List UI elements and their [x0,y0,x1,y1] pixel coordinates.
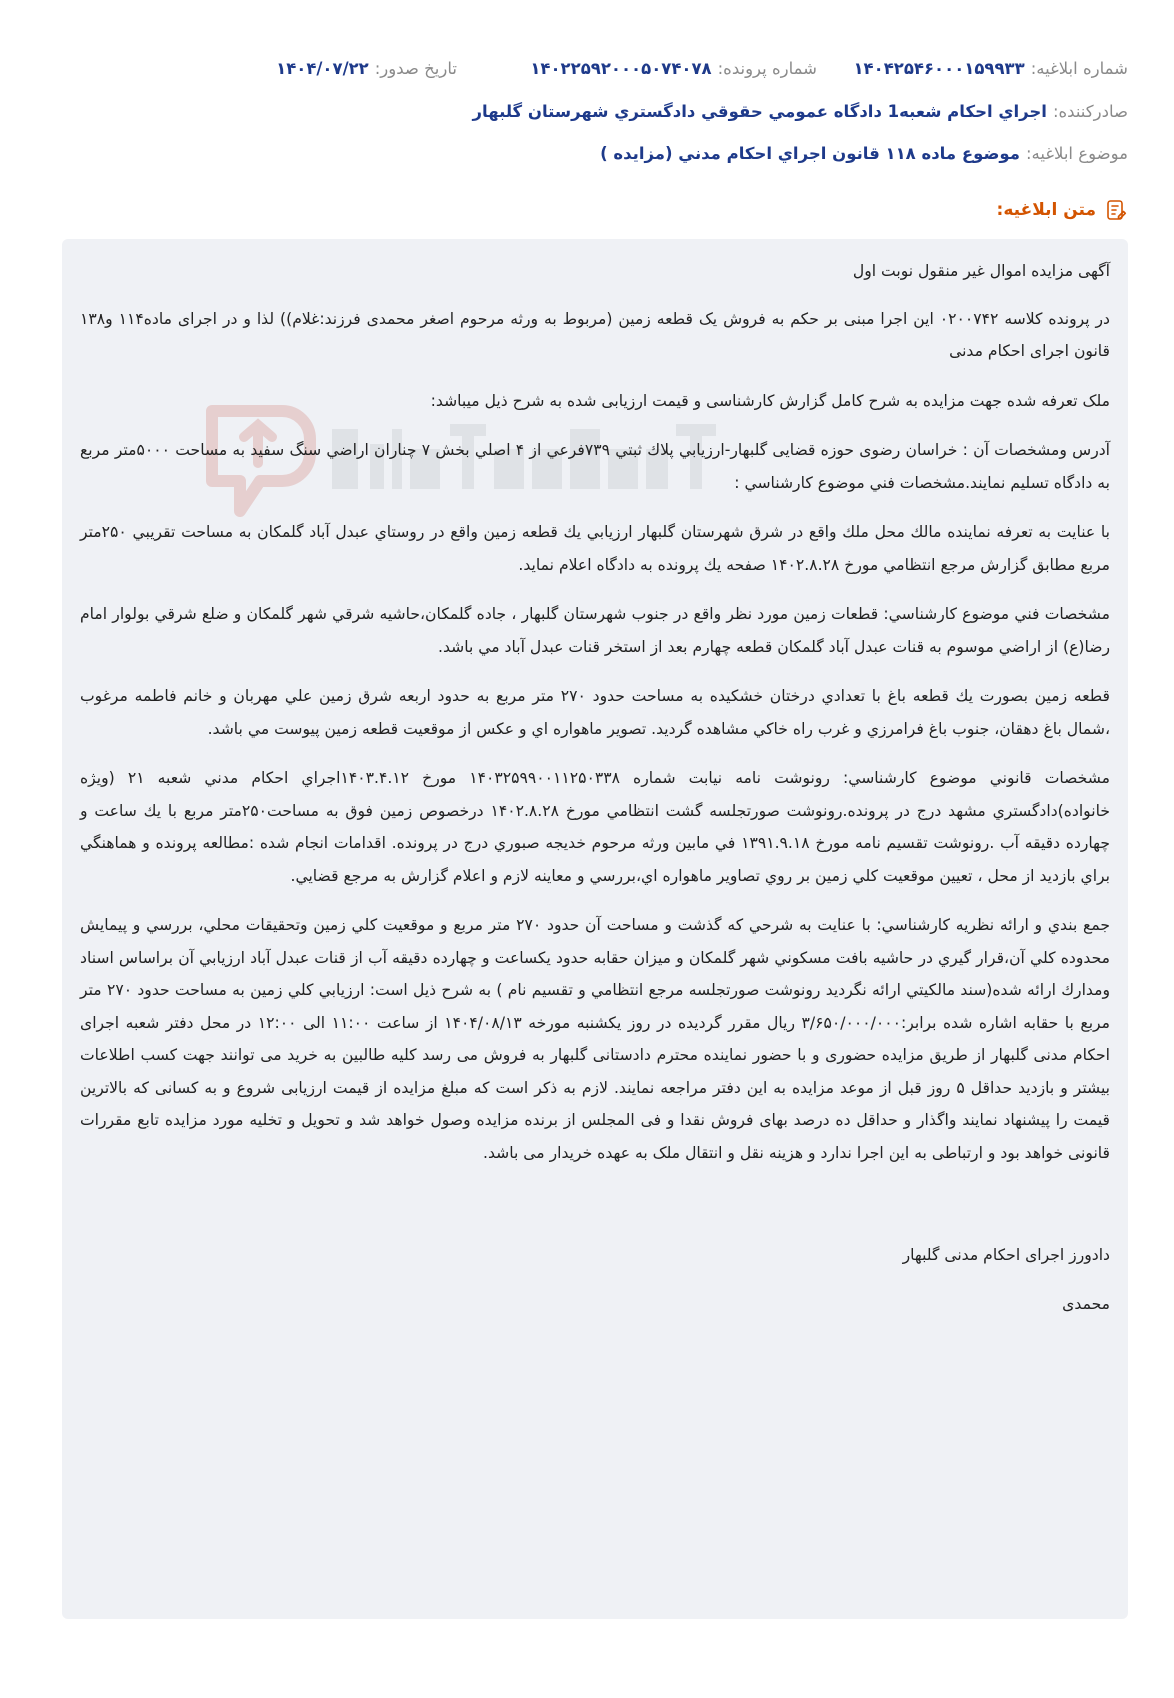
signature-name: محمدی [1062,1295,1110,1313]
notice-body-card [62,239,1128,1619]
case-number [527,59,817,78]
issue-date-value: ۱۴۰۴/۰۷/۲۲ [276,58,369,78]
subject-value: موضوع ماده ۱۱۸ قانون اجراي احكام مدني (مزايده ) [600,143,1020,163]
notice-text-heading-label: متن ابلاغيه: [996,200,1096,220]
header-row-issuer [46,97,1128,125]
issue-date [276,59,457,78]
document-edit-icon [1104,198,1128,222]
notice-number-label: شماره ابلاغيه: [1030,58,1128,78]
issuer-value: اجراي احكام شعبه1 دادگاه عمومي حقوقي دادگستري شهرستان گلبهار [472,101,1047,121]
case-number-value: ۱۴۰۲۲۵۹۲۰۰۰۵۰۷۴۰۷۸ [530,58,712,78]
notice-paragraph-6: مشخصات فني موضوع كارشناسي: قطعات زمين مورد نظر واقع در جنوب شهرستان گلبهار ، جاده گلمكان،حاشيه شرقي شهر گلمكان و ضلع شرقي بولوار امام رضا(ع) از اراضي موسوم به قنات عبدل آباد گلمكان قطعه چهارم بعد از استخر قنات عبدل آباد مي باشد. [80,605,1110,656]
signature-title: دادورز اجرای احکام مدنی گلبهار [902,1246,1110,1264]
notice-number [853,58,1128,78]
notice-paragraph-8: مشخصات قانوني موضوع كارشناسي: رونوشت نامه نيابت شماره ۱۴۰۳۲۵۹۹۰۰۱۱۲۵۰۳۳۸ مورخ ۱۴۰۳.۴.۱۲اجراي احكام مدني شعبه ۲۱ (ويژه خانواده)دادگستري مشهد درج در پرونده.رونوشت صورتجلسه گشت انتظامي مورخ ۱۴۰۲.۸.۲۸ درخصوص زمين فوق به مساحت۲۵۰متر مربع با يك ساعت و چهارده دقيقه آب .رونوشت تقسيم نامه مورخ ۱۳۹۱.۹.۱۸ في مابين ورثه مرحوم خديجه صبوري درج در پرونده. اقدامات انجام شده :مطالعه پرونده و هماهنگي براي بازديد از محل ، تعيين موقعيت كلي زمين بر روي تصاوير ماهواره اي،بررسي و معاينه لازم و اعلام گزارش به مرجع قضايي. [80,769,1111,885]
notice-paragraph-1: آگهی مزایده اموال غیر منقول نوبت اول [852,262,1110,280]
notice-paragraph-4: آدرس ومشخصات آن : خراسان رضوی حوزه قضایی گلبهار-ارزيابي پلاك ثبتي ۷۳۹فرعي از ۴ اصلي بخش ۷ چناران اراضي سنگ سفيد به مساحت ۵۰۰۰متر مربع به دادگاه تسليم نمايند.مشخصات فني موضوع كارشناسي : [80,441,1111,492]
header-row-subject [46,139,1128,167]
notice-paragraph-9: جمع بندي و ارائه نظريه كارشناسي: با عنايت به شرحي كه گذشت و مساحت آن حدود ۲۷۰ متر مربع و موقعيت كلي زمين وتحقيقات محلي، بررسي و پيمايش محدوده كلي آن،قرار گيري در حاشيه بافت مسكوني شهر گلمكان و ميزان حقابه حدود يكساعت و چهارده دقيقه آب از قنات عبدل آباد ارزيابي آن براساس اسناد ومدارك ارائه شده(سند مالكيتي ارائه نگرديد رونوشت صورتجلسه مرجع انتظامي و تقسيم نام ) به شرح ذيل است: ارزيابي كلي زمين به مساحت حدود ۲۷۰ متر مربع با حقابه اشاره شده برابر:۳/۶۵۰/۰۰۰/۰۰۰ ريال مقرر گرديده در روز یکشنبه مورخه ۱۴۰۴/۰۸/۱۳ از ساعت ۱۱:۰۰ الی ۱۲:۰۰ در محل دفتر شعبه اجرای احکام مدنی گلبهار از طریق مزایده حضوری و با حضور نماینده محترم دادستانی گلبهار به فروش می رسد کلیه طالبین به خرید می توانند جهت کسب اطلاعات بیشتر و بازدید حداقل ۵ روز قبل از موعد مزایده به این دفتر مراجعه نمایند. لازم به ذکر است که مبلغ مزایده از قیمت ارزیابی شروع و به کسانی که بالاترین قیمت را پیشنهاد نمایند واگذار و حداقل ده درصد بهای فروش نقدا و فی المجلس از برنده مزایده وصول خواهد شد و تحویل و تخلیه مورد مزایده تابع مقررات قانونی خواهد بود و ارتباطی به این اجرا ندارد و هزینه نقل و انتقال ملک به عهده خریدار می باشد. [80,916,1111,1162]
notice-paragraph-3: ملک تعرفه شده جهت مزایده به شرح کامل گزارش کارشناسی و قیمت ارزیابی شده به شرح ذیل میباشد: [430,391,1110,410]
subject-label: موضوع ابلاغيه: [1025,143,1128,163]
header-row-numbers [46,54,1128,82]
notice-text-heading [997,198,1128,222]
notice-paragraph-7: قطعه زمين بصورت يك قطعه باغ با تعدادي درختان خشكيده به مساحت حدود ۲۷۰ متر مربع به حدود اربعه شرق زمين علي مهربان و خانم فاطمه مرغوب ،شمال باغ دهقان، جنوب باغ فرامرزي و غرب راه خاكي مشاهده گرديد. تصوير ماهواره اي و عكس از موقعيت قطعه زمين پيوست مي باشد. [80,687,1110,738]
notice-paragraph-2: در پرونده کلاسه ۰۲۰۰۷۴۲ این اجرا مبنی بر حکم به فروش یک قطعه زمین (مربوط به ورثه مرحوم اصغر محمدی فرزند:غلام)) لذا و در اجرای ماده۱۱۴ و۱۳۸ قانون اجرای احکام مدنی [80,309,1110,360]
issuer-label: صادرکننده: [1052,101,1128,121]
notice-paragraph-5: با عنايت به تعرفه نماينده مالك محل ملك واقع در شرق شهرستان گلبهار ارزيابي يك قطعه زمين واقع در روستاي عبدل آباد گلمكان به مساحت تقريبي ۲۵۰متر مربع مطابق گزارش مرجع انتظامي مورخ ۱۴۰۲.۸.۲۸ صفحه يك پرونده به دادگاه اعلام نمايد. [80,523,1110,574]
case-number-label: شماره پرونده: [717,58,817,78]
notice-number-value: ۱۴۰۴۲۵۴۶۰۰۰۱۵۹۹۳۳ [853,58,1025,78]
issue-date-label: تاريخ صدور: [374,58,457,78]
